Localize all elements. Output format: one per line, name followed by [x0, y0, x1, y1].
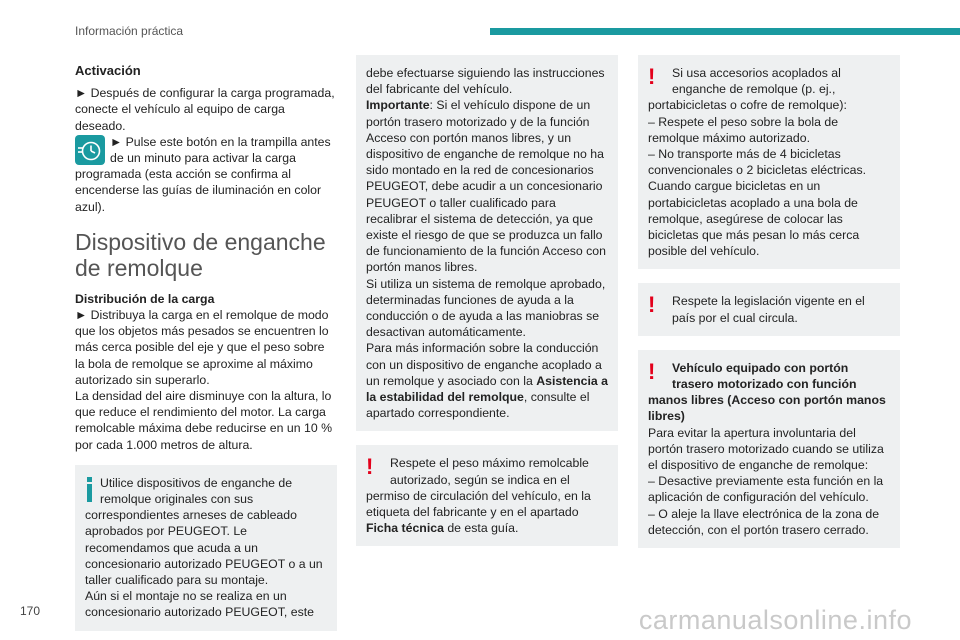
info-icon: [87, 477, 92, 502]
warning-icon: !: [648, 64, 656, 89]
important-note: Importante: Si el vehículo dispone de un portón trasero motorizado y de la función Acceso con portón manos libres, y un dispositivo de enganche de remolque no ha sido montado en la red de concesionarios PEUGEOT, debe acudir a un concesionario PEUGEOT o taller cualificado para recalibrar el sistema de detección, ya que existe el riesgo de que se produzca un fallo de funcionamiento de la función Acceso con portón manos libres.: [366, 98, 606, 275]
warning-box-weight: [356, 445, 618, 546]
activation-step-1: ► Después de configurar la carga programada, conecte el vehículo al equipo de carga deseado.: [75, 86, 335, 133]
info-text-1: Utilice dispositivos de enganche de remolque originales con sus correspondientes arneses de cableado aprobados por PEUGEOT. Le recomendamos que acuda a un concesionario autorizado PEUGEOT o a un taller cualificado para su montaje.: [85, 475, 323, 588]
warning-icon: !: [366, 454, 374, 480]
activation-heading: Activación: [75, 63, 141, 78]
warning-icon: !: [648, 358, 656, 384]
warning-box-tailgate: [638, 350, 900, 548]
density-text: La densidad del aire disminuye con la altura, lo que reduce el rendimiento del motor. La carga remolcable máxima debe reducirse en un 10 % por cada 1.000 metros de altura.: [75, 389, 333, 452]
timer-charge-icon: [75, 135, 105, 165]
accessories-item-2: – No transporte más de 4 bicicletas convencionales o 2 bicicletas eléctricas.: [648, 147, 867, 178]
column-2: [356, 55, 618, 546]
tailgate-item-1: – Desactive previamente esta función en la aplicación de configuración del vehículo.: [648, 474, 884, 505]
info-text-2: Aún si el montaje no se realiza en un concesionario autorizado PEUGEOT, este: [85, 589, 314, 620]
weight-warning-text: Respete el peso máximo remolcable autorizado, según se indica en el permiso de circulación del vehículo, en la etiqueta del fabricante y en el apartado Ficha técnica de esta guía.: [366, 456, 591, 536]
legislation-text: Respete la legislación vigente en el país por el cual circula.: [672, 294, 865, 325]
warning-box-legislation: [638, 283, 900, 335]
accessories-intro: Si usa accesorios acoplados al enganche de remolque (p. ej., portabicicletas o cofre de remolque):: [648, 66, 847, 113]
watermark: carmanualsonline.info: [638, 605, 912, 635]
tailgate-item-2: – O aleje la llave electrónica de la zona de detección, con el portón trasero cerrado.: [648, 506, 880, 537]
assist-note: Si utiliza un sistema de remolque aprobado, determinadas funciones de ayuda a la conducción o de ayuda a las maniobras se desactivan automáticamente.: [366, 276, 606, 340]
warning-box-accessories: [638, 55, 900, 269]
running-header: Información práctica: [75, 24, 184, 38]
tailgate-intro: Para evitar la apertura involuntaria del portón trasero motorizado cuando se utiliza el dispositivo de enganche de remolque:: [648, 425, 884, 473]
activation-step-2: ► Pulse este botón en la trampilla antes de un minuto para activar la carga programada (esta acción se confirma al encenderse las guías de iluminación en color azul).: [75, 134, 331, 214]
column-3: [638, 55, 900, 548]
tailgate-heading: Vehículo equipado con portón trasero motorizado con función manos libres (Acceso con portón manos libres): [648, 360, 886, 424]
info-box-continued: [356, 55, 618, 431]
warning-icon: !: [648, 292, 656, 318]
page-number: 170: [20, 604, 41, 618]
load-text: ► Distribuya la carga en el remolque de modo que los objetos más pesados se encuentren lo más cerca posible del eje y que el peso sobre la bola de remolque se aproxime al máximo autorizado sin superarlo.: [75, 308, 329, 387]
bicycles-note: Cuando cargue bicicletas en un portabicicletas acoplado a una bola de remolque, asegúrese de colocar las bicicletas que más pesan lo más cerca posible del vehículo.: [648, 179, 860, 259]
info-box: [75, 465, 337, 631]
column-1: [75, 55, 337, 631]
continued-text: debe efectuarse siguiendo las instrucciones del fabricante del vehículo.: [366, 66, 605, 97]
section-title: Dispositivo de enganche de remolque: [75, 228, 326, 281]
activation-step-2-block: [75, 134, 337, 215]
load-heading: Distribución de la carga: [75, 291, 215, 306]
accessories-item-1: – Respete el peso sobre la bola de remolque máximo autorizado.: [648, 114, 839, 145]
header-accent-bar: [490, 28, 960, 35]
stability-note: Para más información sobre la conducción con un dispositivo de enganche acoplado a un remolque y asociado con la Asistencia a la estabilidad del remolque, consulte el apartado correspondiente.: [366, 341, 608, 421]
